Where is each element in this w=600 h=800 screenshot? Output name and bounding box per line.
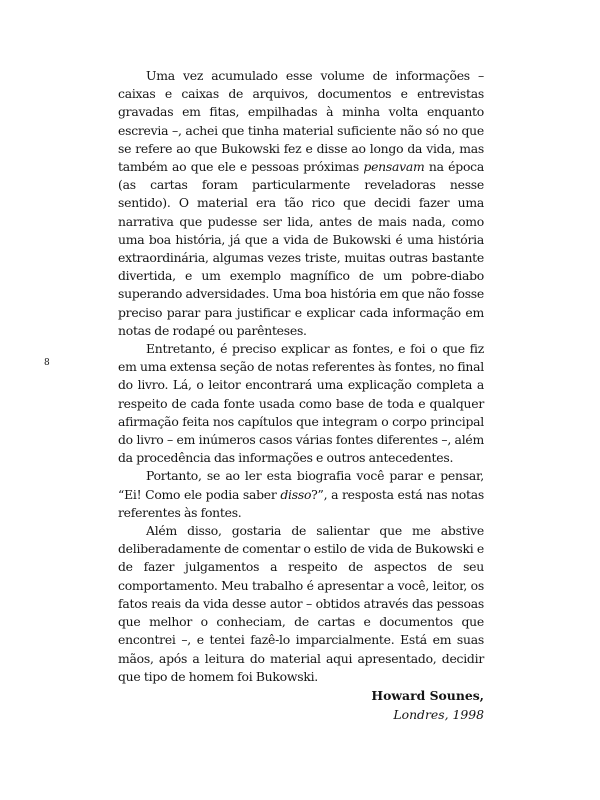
page-number: 8 — [44, 358, 50, 368]
text-segment: ?”, a resposta está nas notas referentes às fontes. — [118, 486, 484, 520]
text-segment: Entretanto, é preciso explicar as fontes, e foi o que fiz em uma extensa seção de notas referentes às fontes, no final do livro. Lá, o leitor encontrará uma explicação completa a respeito de cada fonte usada como base de toda e qualquer afirmação feita nos capítulos que integram o corpo principal do livro – em inúmeros casos várias fontes diferentes –, além da procedência das informações e outros antecedentes. — [118, 341, 484, 466]
paragraph — [118, 467, 484, 522]
place-date: Londres, 1998 — [393, 707, 484, 722]
text-segment: na época (as cartas foram particularmente reveladoras nesse sentido). O material era tão rico que decidi fazer uma narrativa que pudesse ser lida, antes de mais nada, como uma boa história, já que a vida de Bukowski é uma história extraordinária, algumas vezes triste, muitas outras bastante divertida, e um exemplo magnífico de um pobre-diabo superando adversidades. Uma boa história em que não fosse preciso parar para justificar e explicar cada informação em notas de rodapé ou parênteses. — [118, 159, 484, 338]
signature-block — [371, 686, 484, 724]
emphasis-text: disso — [280, 486, 312, 502]
paragraph — [118, 67, 484, 340]
emphasis-text: pensavam — [363, 159, 425, 175]
text-segment: Uma vez acumulado esse volume de informações – caixas e caixas de arquivos, documentos e entrevistas gravadas em fitas, empilhadas à minha volta enquanto escrevia –, achei que tinha material suficiente não só no que se refere ao que Bukowski fez e disse ao longo da vida, mas também ao que ele e pessoas próximas — [118, 68, 484, 175]
body-text — [118, 67, 484, 686]
text-segment: Além disso, gostaria de salientar que me abstive deliberadamente de comentar o estilo de vida de Bukowski e de fazer julgamentos a respeito de aspectos de seu comportamento. Meu trabalho é apresentar a você, leitor, os fatos reais da vida desse autor – obtidos através das pessoas que melhor o conheciam, de cartas e documentos que encontrei –, e tentei fazê-lo imparcialmente. Está em suas mãos, após a leitura do material aqui apresentado, decidir que tipo de homem foi Bukowski. — [118, 523, 484, 684]
paragraph — [118, 522, 484, 686]
author-name: Howard Sounes, — [371, 688, 484, 703]
text-segment: Portanto, se ao ler esta biografia você parar e pensar, “Ei! Como ele podia saber — [118, 468, 484, 502]
paragraph — [118, 340, 484, 467]
